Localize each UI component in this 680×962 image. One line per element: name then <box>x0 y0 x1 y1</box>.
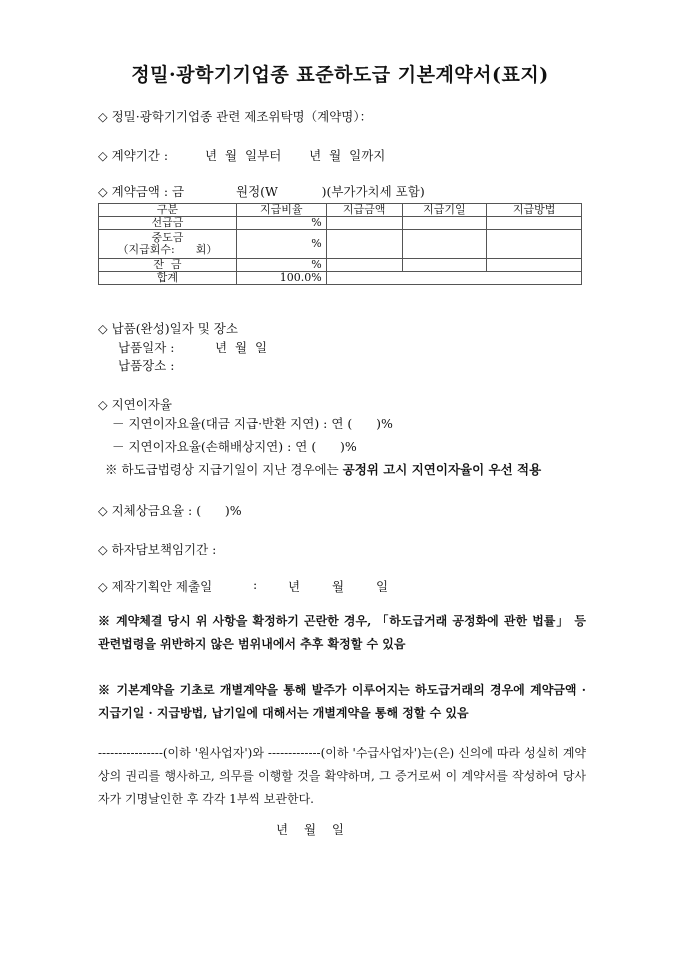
delivery-date-label: 납품일자 : <box>118 340 175 355</box>
contract-amount-value: 원정(W )(부가가치세 포함) <box>236 184 425 199</box>
table-row <box>99 230 582 259</box>
amount-cell <box>326 217 402 230</box>
ratio-cell: 100.0% <box>236 272 326 285</box>
late-interest-item-2: － 지연이자요율(손해배상지연) : 연 ( )% <box>112 439 357 454</box>
contract-period-label: ◇ 계약기간 : <box>98 148 169 163</box>
drawing-approval-colon: : <box>253 577 258 592</box>
header-cell: 지급기일 <box>402 204 487 217</box>
drawing-approval-date: 년 월 일 <box>288 579 389 594</box>
signing-date: 년 월 일 <box>276 822 345 837</box>
late-interest-label: ◇ 지연이자율 <box>98 397 172 412</box>
amount-cell <box>326 259 402 272</box>
interim-label: 중도금 <box>151 231 184 244</box>
method-cell <box>487 230 582 259</box>
warranty-period: ◇ 하자담보책임기간 : <box>98 542 217 557</box>
header-cell: 지급비율 <box>236 204 326 217</box>
late-interest-item-1: － 지연이자요율(대금 지급·반환 지연) : 연 ( )% <box>112 416 393 431</box>
closing-paragraph: ----------------(이하 '원사업자')와 -------------(이하 '수급사업자')는(은) 신의에 따라 성실히 계약상의 권리를 행사하고, 의무를 이행할 것을 확약하며, 그 증거로써 이 계약서를 작성하여 당사자가 기명날인한 후 각각 1부씩 보관한다. <box>98 746 586 806</box>
ratio-cell: % <box>236 259 326 272</box>
note-2: ※ 기본계약을 기초로 개별계약을 통해 발주가 이루어지는 하도급거래의 경우에 계약금액 · 지급기일 · 지급방법, 납기일에 대해서는 개별계약을 통해 정할 수 있음 <box>98 683 586 720</box>
delay-penalty-rate: ◇ 지체상금요율 : ( )% <box>98 503 242 518</box>
empty-cell <box>326 272 581 285</box>
contract-name-label: ◇ 정밀·광학기기업종 관련 제조위탁명（계약명）： <box>98 109 373 124</box>
delivery-label: ◇ 납품(완성)일자 및 장소 <box>98 321 238 336</box>
payment-table <box>98 203 582 285</box>
table-row <box>99 272 582 285</box>
header-cell: 구분 <box>99 204 237 217</box>
ratio-cell: % <box>236 230 326 259</box>
drawing-approval-label: ◇ 제작기획안 제출일 <box>98 579 213 594</box>
note-1: ※ 계약체결 당시 위 사항을 확정하기 곤란한 경우, 「하도급거래 공정화에 관한 법률」 등 관련법령을 위반하지 않은 범위내에서 추후 확정할 수 있음 <box>98 614 586 651</box>
row-label: 합계 <box>99 272 237 285</box>
table-header-row <box>99 204 582 217</box>
method-cell <box>487 259 582 272</box>
header-cell: 지급금액 <box>326 204 402 217</box>
note-prefix: ※ 하도급법령상 지급기일이 지난 경우에는 <box>105 462 339 477</box>
document-title: 정밀·광학기기업종 표준하도급 기본계약서(표지) <box>131 64 549 86</box>
interim-count: （지급회수: 회） <box>117 243 218 256</box>
due-date-cell <box>402 217 487 230</box>
row-label: 선급금 <box>99 217 237 230</box>
table-row <box>99 259 582 272</box>
note-emphasis: 공정위 고시 지연이자율이 우선 적용 <box>342 462 542 477</box>
table-row <box>99 217 582 230</box>
delivery-place-label: 납품장소 : <box>118 358 175 373</box>
ratio-cell: % <box>236 217 326 230</box>
amount-cell <box>326 230 402 259</box>
late-interest-note <box>105 460 541 478</box>
delivery-date-value: 년 월 일 <box>215 340 268 355</box>
method-cell <box>487 217 582 230</box>
contract-period-value: 년 월 일부터 년 월 일까지 <box>205 148 386 163</box>
row-label <box>99 230 237 259</box>
contract-amount-label: ◇ 계약금액 : 금 <box>98 184 185 199</box>
due-date-cell <box>402 230 487 259</box>
row-label: 잔 금 <box>99 259 237 272</box>
due-date-cell <box>402 259 487 272</box>
header-cell: 지급방법 <box>487 204 582 217</box>
